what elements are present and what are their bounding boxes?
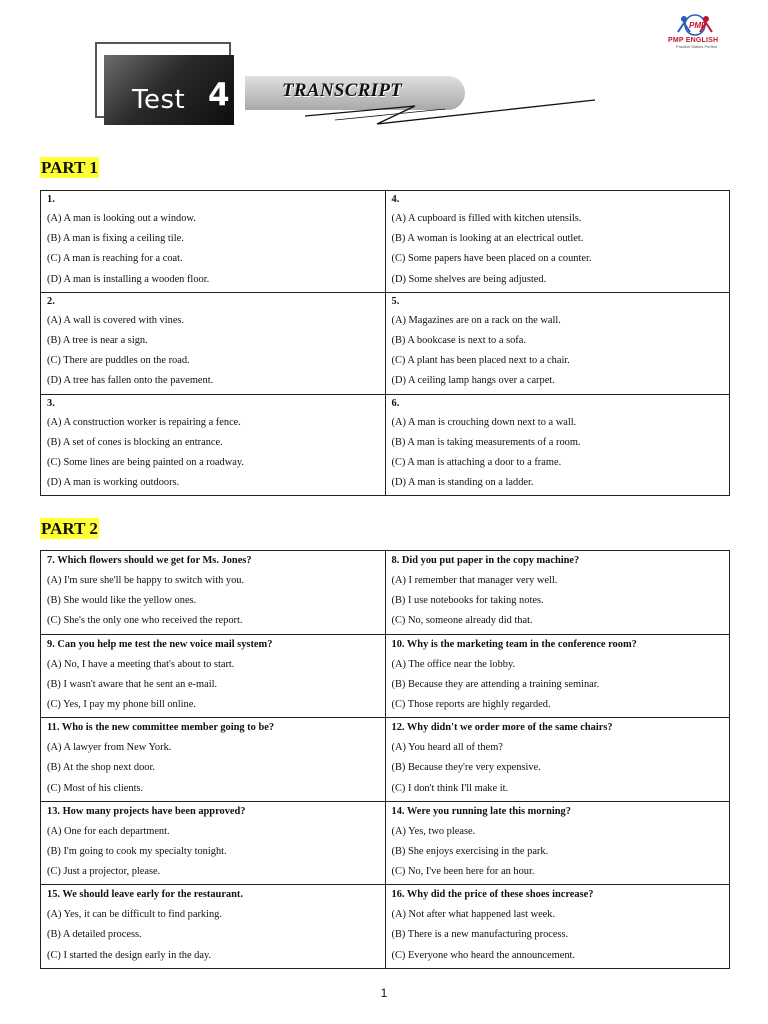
question-cell	[41, 885, 386, 969]
answer-option: (C) Those reports are highly regarded.	[391, 698, 551, 710]
answer-option: (B) I'm going to cook my specialty tonight.	[47, 845, 227, 857]
part2-table	[40, 550, 730, 969]
answer-option: (A) No, I have a meeting that's about to start.	[47, 658, 235, 670]
question-cell	[385, 292, 730, 394]
question-cell	[385, 885, 730, 969]
question-text: 10. Why is the marketing team in the conference room?	[391, 638, 637, 650]
test-box	[104, 55, 234, 125]
question-number: 2.	[47, 295, 55, 307]
answer-option: (C) A plant has been placed next to a chair.	[391, 355, 570, 367]
answer-option: (A) I remember that manager very well.	[391, 575, 558, 586]
question-text: 14. Were you running late this morning?	[391, 805, 571, 817]
answer-option: (B) There is a new manufacturing process.	[391, 929, 569, 941]
test-header	[95, 42, 615, 132]
question-cell	[385, 394, 730, 496]
answer-option: (C) Some lines are being painted on a roadway.	[47, 456, 244, 468]
svg-text:PMP: PMP	[689, 21, 707, 30]
answer-option: (B) A detailed process.	[47, 929, 142, 941]
question-text: 11. Who is the new committee member going to be?	[47, 722, 275, 734]
answer-option: (C) I don't think I'll make it.	[391, 782, 509, 794]
answer-option: (A) A wall is covered with vines.	[47, 314, 185, 326]
question-number: 6.	[391, 397, 400, 409]
answer-option: (A) I'm sure she'll be happy to switch with you.	[47, 575, 245, 586]
table-row	[41, 801, 730, 885]
question-text: 7. Which flowers should we get for Ms. Jones?	[47, 555, 252, 566]
question-text: 15. We should leave early for the restaurant.	[47, 889, 243, 901]
question-cell	[41, 718, 386, 802]
answer-option: (A) Not after what happened last week.	[391, 909, 556, 921]
answer-option: (C) Yes, I pay my phone bill online.	[47, 698, 196, 710]
answer-option: (A) A cupboard is filled with kitchen utensils.	[391, 213, 582, 224]
table-row	[41, 718, 730, 802]
part1-table	[40, 190, 730, 496]
question-number: 3.	[47, 397, 55, 409]
answer-option: (C) No, I've been here for an hour.	[391, 866, 535, 878]
table-row	[41, 634, 730, 718]
question-text: 13. How many projects have been approved?	[47, 805, 246, 817]
question-number: 5.	[391, 295, 400, 307]
answer-option: (B) I use notebooks for taking notes.	[391, 595, 544, 607]
part2-title: PART 2	[41, 519, 98, 538]
answer-option: (C) She's the only one who received the report.	[47, 615, 243, 627]
answer-option: (A) You heard all of them?	[391, 742, 503, 754]
test-number: 4	[208, 77, 230, 113]
answer-option: (A) One for each department.	[47, 825, 170, 837]
answer-option: (B) A woman is looking at an electrical outlet.	[391, 233, 584, 245]
question-cell	[385, 801, 730, 885]
question-cell	[385, 718, 730, 802]
answer-option: (C) A man is reaching for a coat.	[47, 253, 183, 265]
question-cell	[41, 801, 386, 885]
answer-option: (B) I wasn't aware that he sent an e-mail.	[47, 678, 218, 690]
swoosh-decoration	[295, 94, 605, 130]
table-row	[41, 551, 730, 635]
question-cell	[41, 634, 386, 718]
answer-option: (B) A bookcase is next to a sofa.	[391, 334, 526, 346]
answer-option: (B) A set of cones is blocking an entrance.	[47, 436, 223, 448]
logo-tagline: Practice Makes Perfect	[676, 44, 718, 49]
page-number: 1	[380, 986, 388, 1000]
answer-option: (C) Just a projector, please.	[47, 866, 161, 878]
question-text: 9. Can you help me test the new voice mail system?	[47, 638, 273, 650]
answer-option: (B) She would like the yellow ones.	[47, 595, 197, 607]
answer-option: (A) A man is looking out a window.	[47, 213, 196, 224]
answer-option: (B) A man is fixing a ceiling tile.	[47, 233, 184, 245]
answer-option: (A) A construction worker is repairing a fence.	[47, 416, 241, 428]
answer-option: (B) A tree is near a sign.	[47, 334, 148, 346]
table-row	[41, 885, 730, 969]
answer-option: (B) Because they are attending a training seminar.	[391, 678, 600, 690]
question-text: 12. Why didn't we order more of the same chairs?	[391, 722, 613, 734]
answer-option: (D) A ceiling lamp hangs over a carpet.	[391, 375, 555, 387]
answer-option: (C) No, someone already did that.	[391, 615, 533, 627]
test-label: Test	[132, 85, 186, 115]
question-number: 4.	[391, 194, 400, 205]
table-row	[41, 394, 730, 496]
question-cell	[41, 292, 386, 394]
answer-option: (C) Everyone who heard the announcement.	[391, 949, 576, 961]
answer-option: (D) A tree has fallen onto the pavement.	[47, 375, 214, 387]
question-text: 8. Did you put paper in the copy machine?	[391, 555, 580, 566]
answer-option: (B) Because they're very expensive.	[391, 762, 541, 774]
answer-option: (B) A man is taking measurements of a room.	[391, 436, 581, 448]
answer-option: (C) Some papers have been placed on a counter.	[391, 253, 592, 265]
part1-title: PART 1	[41, 158, 98, 177]
question-cell	[41, 551, 386, 635]
table-row	[41, 191, 730, 293]
answer-option: (A) The office near the lobby.	[391, 658, 516, 670]
answer-option: (A) A man is crouching down next to a wall.	[391, 416, 577, 428]
question-cell	[385, 634, 730, 718]
transcript-title: TRANSCRIPT	[282, 80, 403, 101]
question-cell	[385, 551, 730, 635]
question-text: 16. Why did the price of these shoes increase?	[391, 889, 594, 901]
answer-option: (C) I started the design early in the day.	[47, 949, 212, 961]
answer-option: (C) Most of his clients.	[47, 782, 144, 794]
answer-option: (B) She enjoys exercising in the park.	[391, 845, 549, 857]
answer-option: (A) A lawyer from New York.	[47, 742, 172, 754]
answer-option: (A) Magazines are on a rack on the wall.	[391, 314, 561, 326]
question-cell	[385, 191, 730, 293]
answer-option: (B) At the shop next door.	[47, 762, 155, 774]
question-cell	[41, 191, 386, 293]
answer-option: (C) A man is attaching a door to a frame.	[391, 456, 562, 468]
answer-option: (D) A man is working outdoors.	[47, 477, 180, 489]
answer-option: (D) Some shelves are being adjusted.	[391, 273, 547, 285]
question-cell	[41, 394, 386, 496]
question-number: 1.	[47, 194, 55, 205]
answer-option: (D) A man is standing on a ladder.	[391, 477, 534, 489]
answer-option: (A) Yes, two please.	[391, 825, 476, 837]
logo-text: PMP ENGLISH	[668, 37, 719, 44]
table-row	[41, 292, 730, 394]
answer-option: (D) A man is installing a wooden floor.	[47, 273, 210, 285]
answer-option: (A) Yes, it can be difficult to find parking.	[47, 909, 222, 921]
answer-option: (C) There are puddles on the road.	[47, 355, 190, 367]
